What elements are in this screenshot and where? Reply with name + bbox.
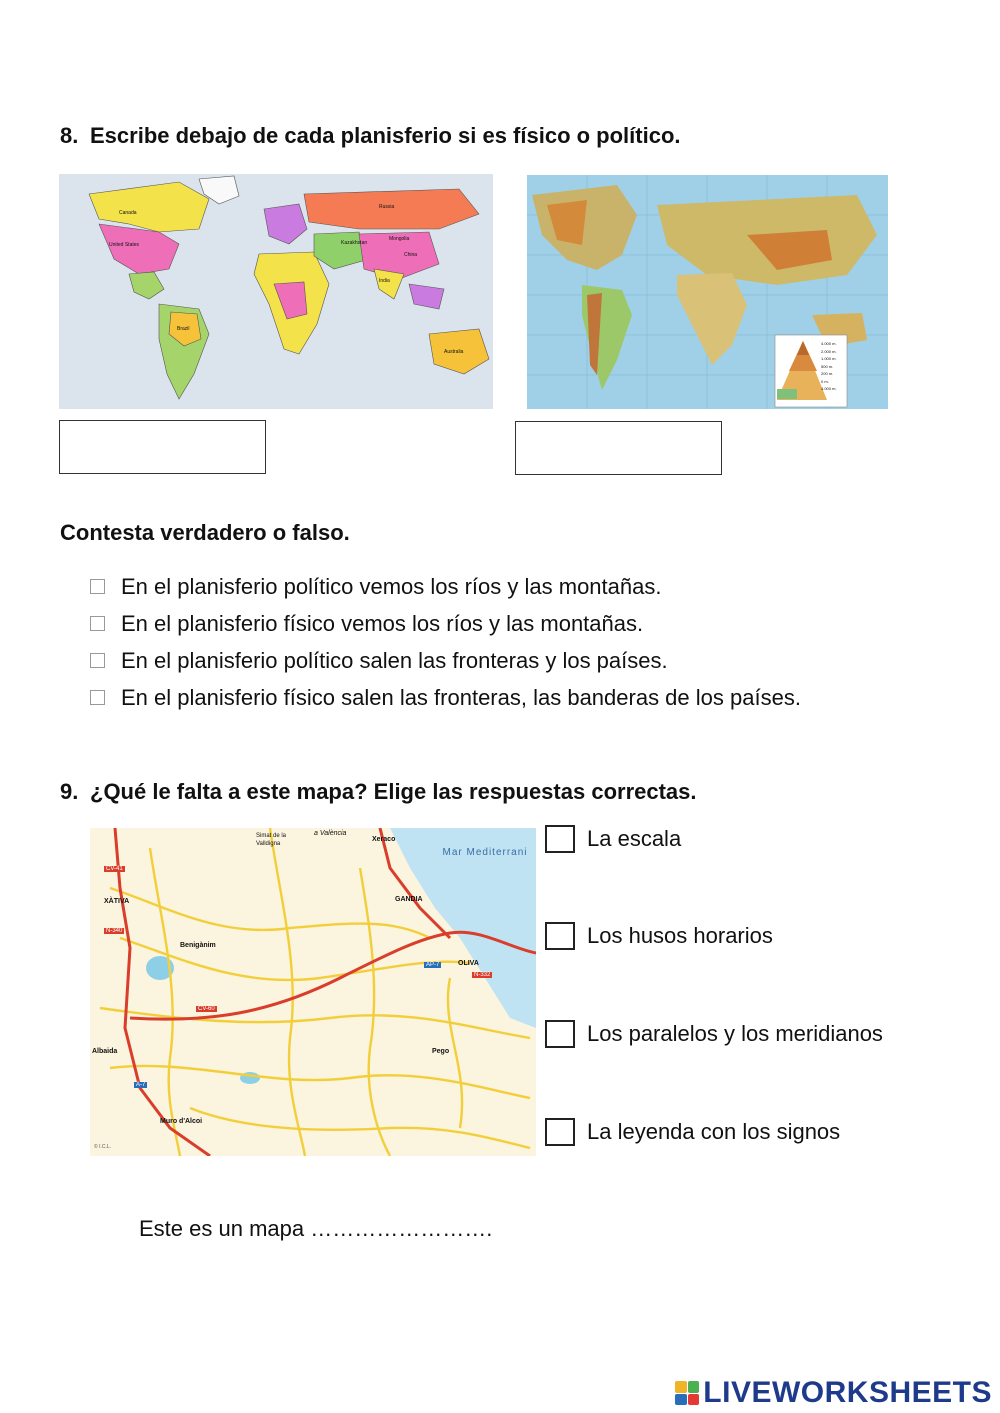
liveworksheets-icon xyxy=(675,1381,699,1405)
checkbox[interactable] xyxy=(90,653,105,668)
statement-text: En el planisferio físico vemos los ríos y las montañas. xyxy=(121,610,644,636)
map-label: OLIVA xyxy=(458,960,479,967)
map-label: Mongolia xyxy=(389,236,410,242)
road-sign: N-340 xyxy=(106,928,123,934)
true-false-title: Contesta verdadero o falso. xyxy=(60,520,350,545)
sea-label: Mar Mediterrani xyxy=(442,847,528,858)
option-label: Los husos horarios xyxy=(587,923,773,948)
option-parallels-meridians[interactable] xyxy=(545,1020,883,1048)
checkbox[interactable] xyxy=(545,1118,575,1146)
option-legend[interactable] xyxy=(545,1118,840,1146)
road-sign: N-332 xyxy=(474,972,491,978)
map-label: China xyxy=(404,252,418,258)
question-text: ¿Qué le falta a este mapa? Elige las respuestas correctas. xyxy=(90,779,697,804)
map-label: a València xyxy=(314,830,347,837)
option-label: La leyenda con los signos xyxy=(587,1119,841,1144)
map-label: Australia xyxy=(444,349,464,355)
road-sign: A-7 xyxy=(136,1082,146,1088)
road-sign: CV-60 xyxy=(198,1006,215,1012)
list-item xyxy=(88,642,801,679)
brand-name: LIVEWORKSHEETS xyxy=(703,1376,992,1409)
answer-box-physical[interactable] xyxy=(515,421,722,475)
map-label: Canada xyxy=(119,210,137,216)
list-item xyxy=(88,568,801,605)
map-label: XÀTIVA xyxy=(104,898,130,905)
statement-text: En el planisferio físico salen las fronteras, las banderas de los países. xyxy=(121,684,801,710)
physical-world-map xyxy=(527,175,888,409)
legend-entry: 200 m. xyxy=(821,371,834,376)
checkbox[interactable] xyxy=(90,616,105,631)
road-sign: AP-7 xyxy=(426,962,440,968)
question-9-title xyxy=(60,779,697,805)
list-item xyxy=(88,679,801,716)
list-item xyxy=(88,605,801,642)
map-label: Muro d'Alcoi xyxy=(160,1118,203,1125)
map-label: Albaida xyxy=(92,1048,118,1055)
checkbox[interactable] xyxy=(545,825,575,853)
statement-text: En el planisferio político vemos los ríos y las montañas. xyxy=(121,573,662,599)
true-false-list xyxy=(88,568,801,716)
checkbox[interactable] xyxy=(545,922,575,950)
checkbox[interactable] xyxy=(90,690,105,705)
question-8-title xyxy=(60,123,681,149)
map-label: Benigànim xyxy=(180,942,216,949)
option-scale[interactable] xyxy=(545,825,681,853)
map-label: Pego xyxy=(432,1048,450,1055)
question-text: Escribe debajo de cada planisferio si es físico o político. xyxy=(90,123,681,148)
answer-box-political[interactable] xyxy=(59,420,266,474)
brand-logo xyxy=(675,1376,992,1410)
regional-road-map xyxy=(90,828,536,1156)
map-label: Simat de la Valldigna xyxy=(256,833,287,847)
political-world-map xyxy=(59,174,493,409)
question-number: 8. xyxy=(60,123,79,148)
statement-text: En el planisferio político salen las fronteras y los países. xyxy=(121,647,668,673)
copyright-label: © I.C.L. xyxy=(94,1144,112,1150)
question-number: 9. xyxy=(60,779,79,804)
map-label: Xeraco xyxy=(372,836,396,843)
option-time-zones[interactable] xyxy=(545,922,773,950)
legend-entry: 4.000 m. xyxy=(821,386,837,391)
map-label: GANDIA xyxy=(395,896,423,903)
checkbox[interactable] xyxy=(545,1020,575,1048)
map-label: Kazakhstan xyxy=(341,240,368,246)
option-label: Los paralelos y los meridianos xyxy=(587,1021,883,1046)
map-label: India xyxy=(379,278,390,284)
map-label: Russia xyxy=(379,204,395,210)
legend-entry: 2.000 m. xyxy=(821,348,837,354)
regional-map-graphic xyxy=(90,828,536,1156)
option-label: La escala xyxy=(587,826,682,851)
checkbox[interactable] xyxy=(90,579,105,594)
legend-entry: 0 m. xyxy=(821,378,829,384)
physical-map-legend xyxy=(821,340,837,393)
map-label: United States xyxy=(109,242,140,248)
legend-entry: 4.000 m. xyxy=(821,341,837,346)
map-label: Brazil xyxy=(177,326,190,332)
legend-entry: 500 m. xyxy=(821,363,834,369)
fill-in-sentence: Este es un mapa ……………………. xyxy=(139,1216,493,1241)
legend-entry: 1.000 m. xyxy=(821,356,837,361)
road-sign: CV-41 xyxy=(106,866,123,872)
